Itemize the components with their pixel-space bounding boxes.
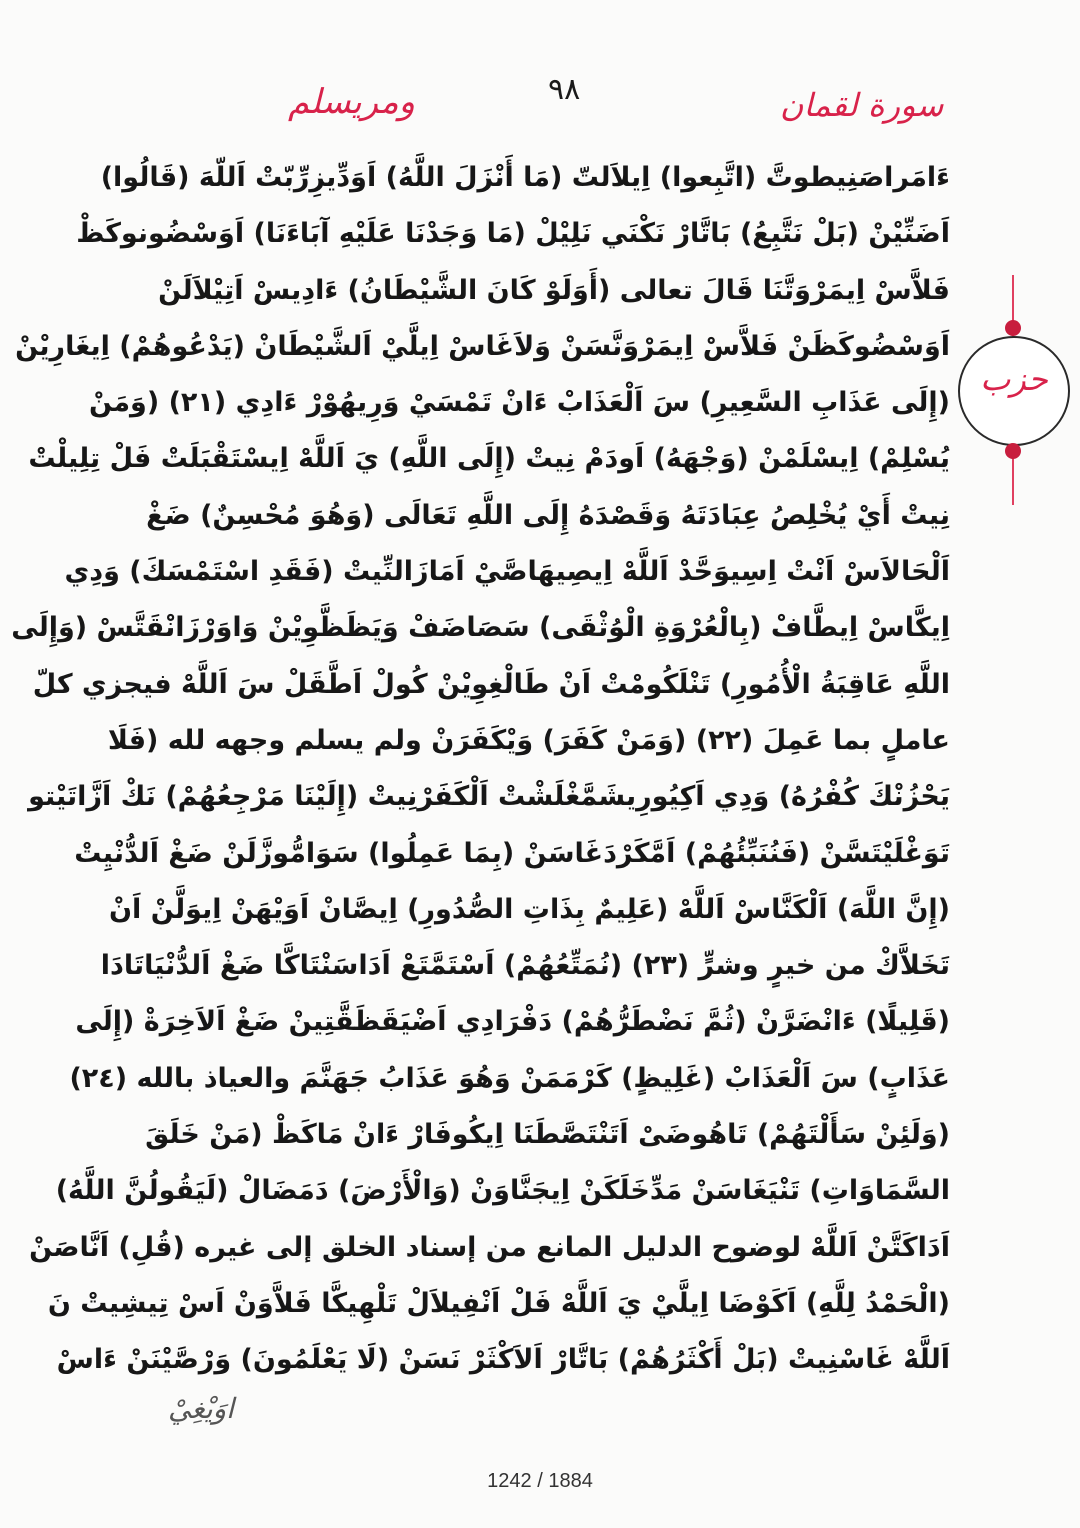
text-line: عَذَابٍ) سَ اَلْعَذَابْ (غَلِيظٍ) كَرْمَمَنْ وَهُوَ عَذَابُ جَهَنَّمَ والعياذ بالله (٢٤) (69, 1062, 950, 1094)
text-line: (قَلِيلًا) ءَانْضَرَّنْ (ثُمَّ نَضْطَرُّهُمْ) دَفْرَادِي اَضْيَقَظَقَّتِينْ ضَغْ اَلاَخِرَةْ (إِلَى (75, 1006, 950, 1038)
header-left-title: ومريسلم (288, 82, 416, 122)
text-line: نِيتْ أَيْ يُخْلِصُ عِبَادَتَهُ وَقَصْدَهُ إِلَى اللَّهِ تَعَالَى (وَهُوَ مُحْسِنٌ) ضَغْ (146, 499, 950, 531)
text-body (11, 150, 950, 1389)
text-line: السَّمَاوَاتِ) تَنْيَغَاسَنْ مَدِّخَلَكَنْ اِيجَنَّاوَنْ (وَالْأَرْضَ) دَمَضَالْ (لَيَقُولُنَّ اللَّهُ) (55, 1175, 950, 1207)
text-line: اَللَّهْ غَاسْنِيتْ (بَلْ أَكْثَرُهُمْ) بَاتَّارْ اَلاَكْثَرْ نَسَنْ (لَا يَعْلَمُونَ) وَرْصَّيْنَنْ ءَاسْ (56, 1344, 950, 1376)
text-line: عاملٍ بما عَمِلَ (٢٢) (وَمَنْ كَفَرَ) وَيْكَفَرَنْ ولم يسلم وجهه لله (فَلَا (107, 724, 950, 756)
text-line: يَحْزُنْكَ كُفْرُهُ) وَدِي اَكِيُورِيشَمَّغْلَشْتْ اَلْكَفَرْنِيتْ (إِلَيْنَا مَرْجِعُهُمْ) نَكْ اَزَّاتَيْتو (28, 781, 950, 813)
text-line: ءَامَراصَنِيطوتَّ (اتَّبِعوا) اِيلاَلتّ (مَا أَنْزَلَ اللَّهُ) اَوَدِّيزِرِّبّتْ اَللّهَ (قَالُوا) (100, 162, 950, 193)
hizb-marker (958, 336, 1070, 446)
text-line: فَلاَّسْ اِيمَرْوَتَّنَا قَالَ تعالى (أَوَلَوْ كَانَ الشَّيْطَانُ) ءَادِيسْ اَتِيْلاَلَنْ (158, 274, 950, 306)
text-line: اَوَسْضُوكَظَنْ فَلاَّسْ اِيمَرْوَنَّسَنْ وَلاَغَاسْ اِيلَّيْ اَلشَّيْطَانْ (يَدْعُوهُمْ) اِيغَارِيْنْ (15, 330, 950, 362)
rosette-icon (1005, 320, 1021, 336)
text-line: (إِلَى عَذَابِ السَّعِيرِ) سَ اَلْعَذَابْ ءَانْ تَمْسَيْ وَرِيهُوْرْ ءَادِي (٢١) (وَمَنْ (89, 387, 950, 419)
header-right-title: سورة لقمان (780, 86, 944, 124)
catchword: اوَيْغِيْ (168, 1392, 234, 1425)
page-counter: 1242 / 1884 (487, 1470, 593, 1492)
text-line: (الْحَمْدُ لِلَّهِ) اَكَوْضَا اِيلَّيْ يَ اَللَّهْ فَلْ اَنْفِيلاَلْ تَلْهِيكَّا فَلاَّوَنْ اَسْ تِيشِيتْ نَ (47, 1287, 950, 1319)
text-line: اِيكَّاسْ اِيطَّافْ (بِالْعُرْوَةِ الْوُثْقَى) سَصَاضَفْ وَيَظَظَّوِيْنْ وَاوَرْزَانْقَتَّسْ (وَإِلَى (11, 612, 950, 644)
text-line: تَخَلاَّكْ من خيرٍ وشرٍّ (٢٣) (نُمَتِّعُهُمْ) اَسْتَمَّتَعْ اَدَاسَنْتَاكَّا ضَغْ اَلدُّنْيَاتَادَا (100, 950, 950, 982)
hizb-label: حزب (980, 360, 1048, 398)
text-line: اللَّهِ عَاقِبَةُ الْأُمُورِ) تَنْلَكُومْتْ اَنْ طَالْغِوِيْنْ كُولْ اَطَّقَلْ سَ اَللَّهْ فيجزي كلّ (32, 668, 950, 700)
text-line: تَوَغْلَيْتَسَّنْ (فَنُنَبِّئُهُمْ) اَمَّكَرْدَغَاسَنْ (بِمَا عَمِلُوا) سَوَامُّوزَّلَنْ ضَغْ اَلدُّنْيِتْ (74, 837, 950, 869)
text-line: (وَلَئِنْ سَأَلْتَهُمْ) تَاهُوضَىْ اَتَنْتَصَّطَنَا اِيكُوفَارْ ءَانْ مَاكَظْ (مَنْ خَلَقَ (145, 1119, 950, 1151)
text-line: (إِنَّ اللَّهَ) اَلْكَنَّاسْ اَللَّهْ (عَلِيمٌ بِذَاتِ الصُّدُورِ) اِيصَّانْ اَوَيْهَنْ اِيوَلَّنْ اَنْ (109, 893, 950, 925)
text-line: اَلْحَالاَسْ اَنْتْ اِسِيوَحَّدْ اَللَّهْ اِيصِيهَاصَّيْ اَمَازَالنِّيتْ (فَقَدِ اسْتَمْسَكَ) وَدِي (64, 556, 950, 588)
text-line: يُسْلِمْ) اِيسْلَمْنْ (وَجْهَهُ) اَودَمْ نِيتْ (إِلَى اللَّهِ) يَ اَللَّهْ اِيسْتَقْبَلَتْ فَلْ تِلِيلْتْ (28, 443, 950, 475)
rosette-icon (1005, 443, 1021, 459)
text-line: اَدَاكَتَّنْ اَللَّهْ لوضوح الدليل المانع من إسناد الخلق إلى غيره (قُلِ) اَنَّاصَنْ (29, 1231, 950, 1263)
text-line: اَضَنِّيْنْ (بَلْ نَتَّبِعُ) بَاتَّارْ نَكْنَي نَلِيْلْ (مَا وَجَدْنَا عَلَيْهِ آبَاءَنَا) اَوَسْضُونوكَظْ (76, 218, 950, 250)
page-number: ٩٨ (548, 72, 581, 107)
